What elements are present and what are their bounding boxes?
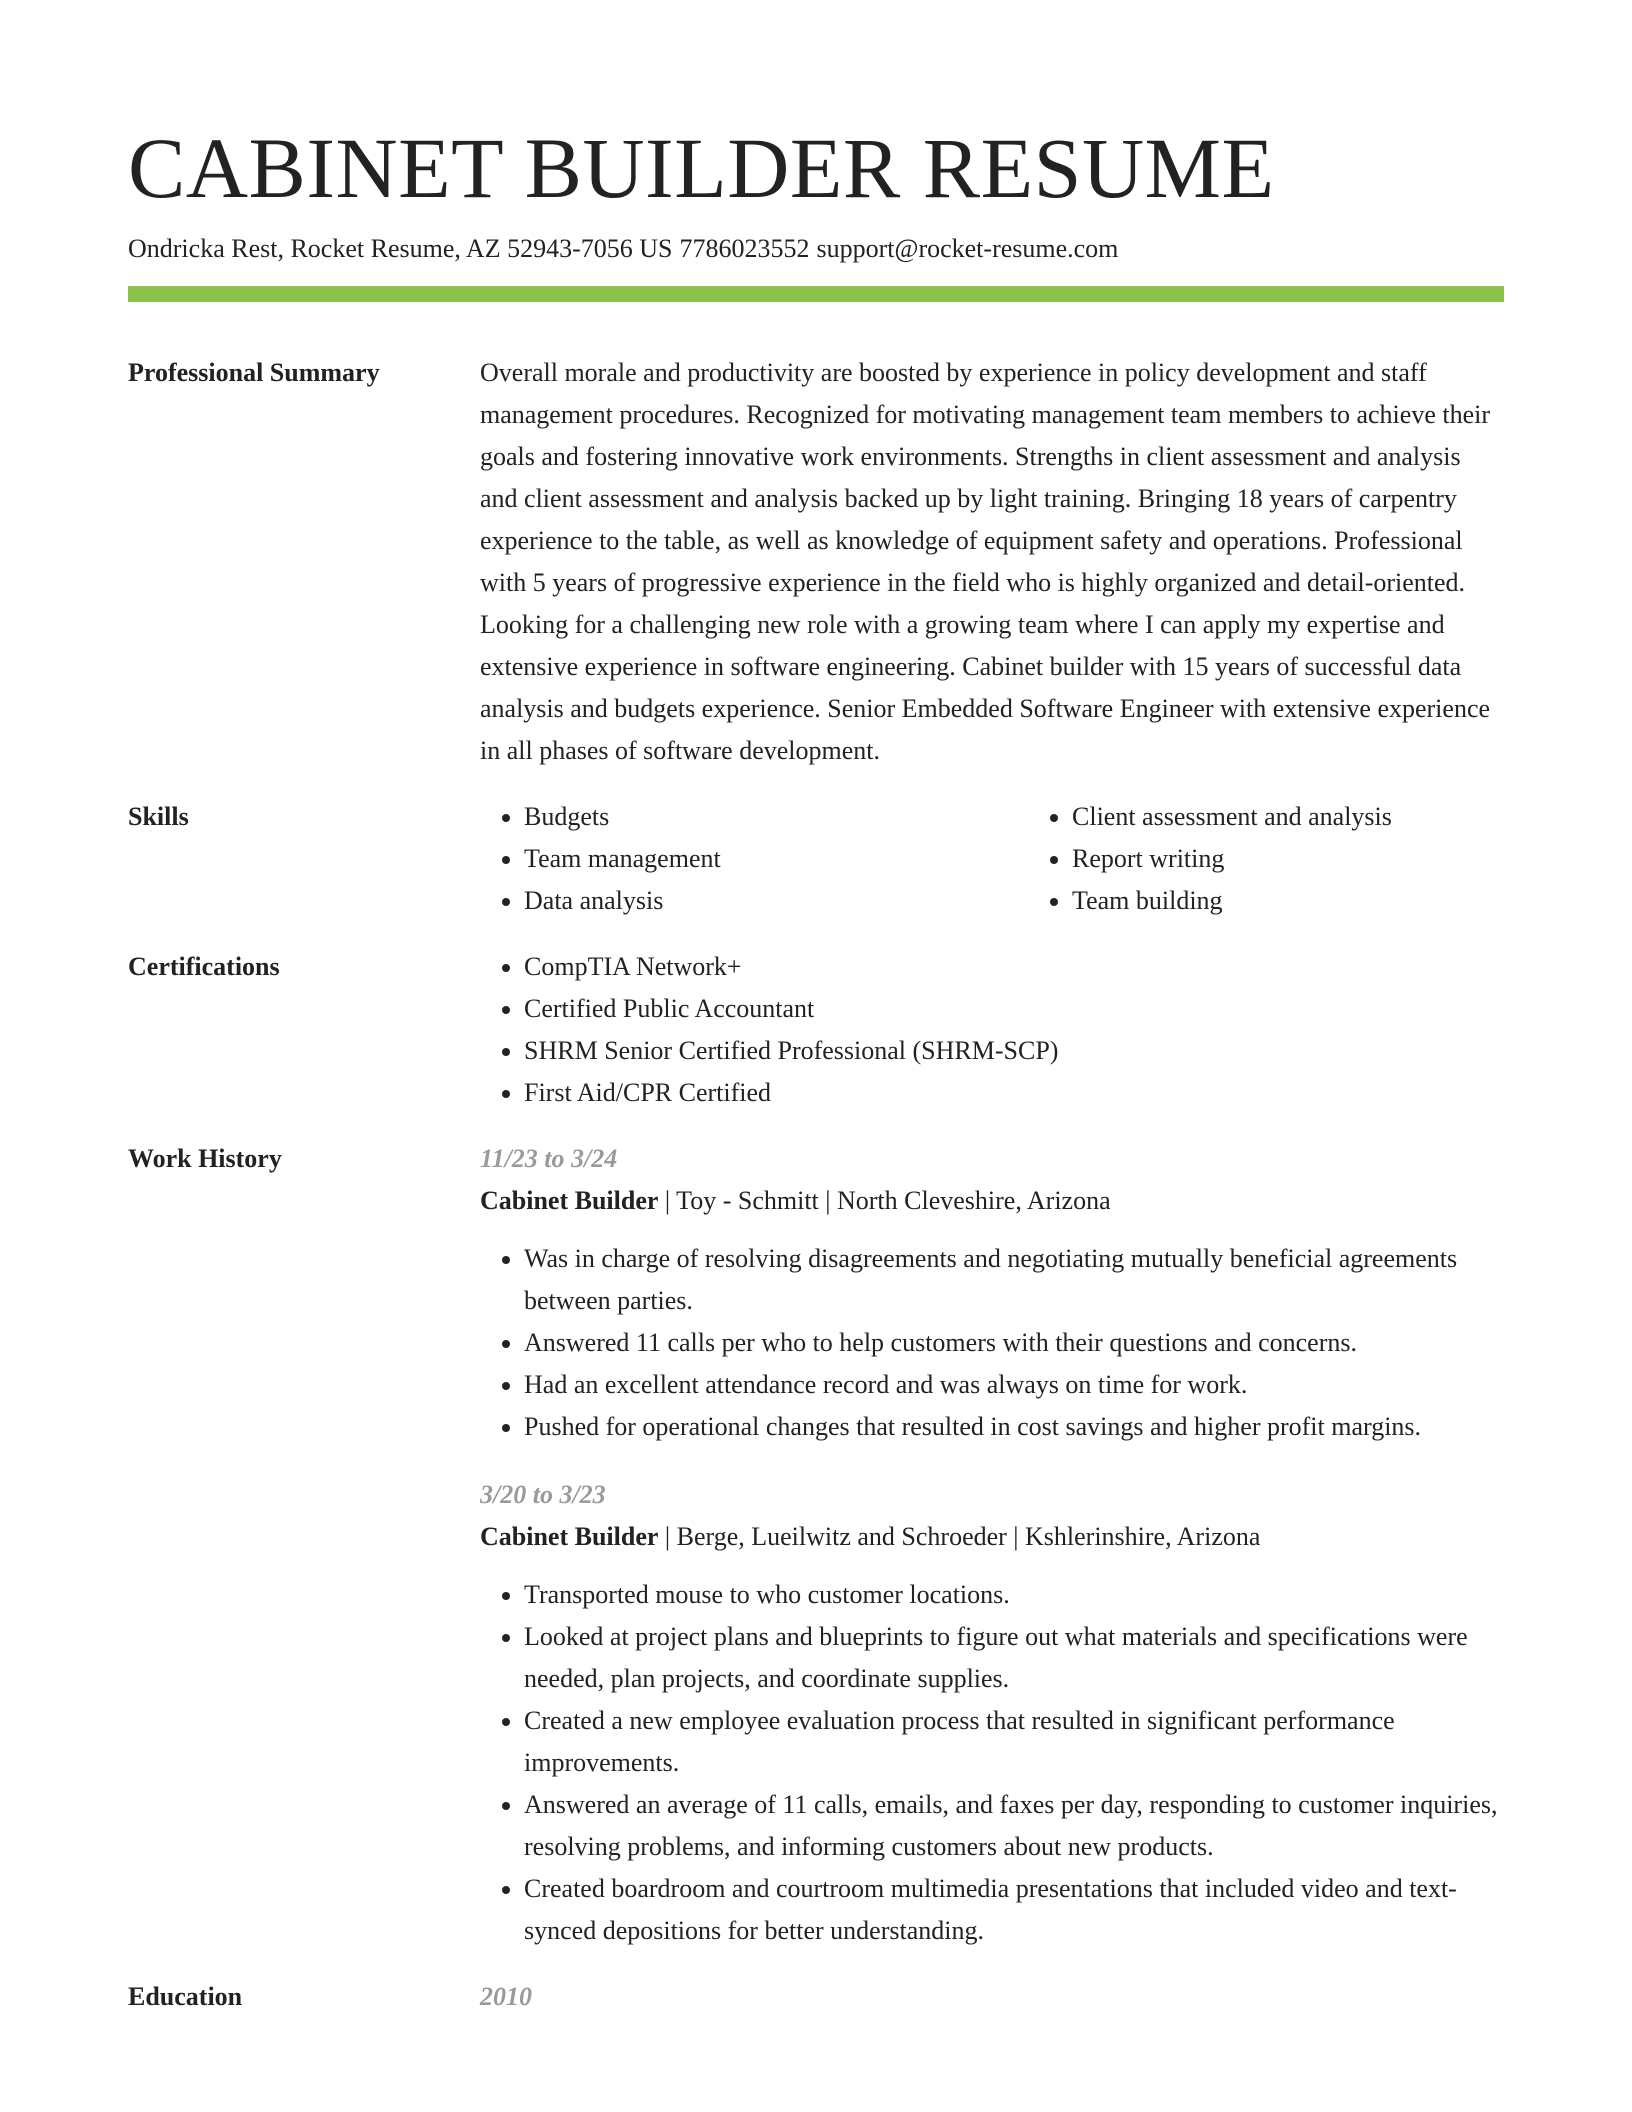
education-year: 2010 <box>480 1982 532 2011</box>
summary-text: Overall morale and productivity are boosted by experience in policy development and staff management procedures. Recognized for motivating management team members to achieve their goals and fostering innovative work environments. Strengths in client assessment and analysis and client assessment and analysis backed up by light training. Bringing 18 years of carpentry experience to the table, as well as knowledge of equipment safety and operations. Professional with 5 years of progressive experience in the field who is highly organized and detail-oriented. Looking for a challenging new role with a growing team where I can apply my expertise and extensive experience in software engineering. Cabinet builder with 15 years of successful data analysis and budgets experience. Senior Embedded Software Engineer with extensive experience in all phases of software development. <box>480 358 1491 765</box>
job-details: | Berge, Lueilwitz and Schroeder | Kshlerinshire, Arizona <box>658 1522 1261 1551</box>
job-bullet: • Answered 11 calls per who to help customers with their questions and concerns. <box>524 1322 1504 1364</box>
certification-item: • CompTIA Network+ <box>524 946 1504 988</box>
skills-list-right <box>1028 796 1576 922</box>
resume-page <box>128 118 1504 2018</box>
job-entry <box>480 1138 1504 1448</box>
skills-list-left <box>480 796 1028 922</box>
job-bullet: • Was in charge of resolving disagreements and negotiating mutually beneficial agreements between parties. <box>524 1238 1504 1322</box>
skill-item: • Team building <box>1072 880 1576 922</box>
contact-phone: 7786023552 <box>679 234 810 263</box>
certifications-list <box>480 946 1504 1114</box>
job-role: Cabinet Builder <box>480 1522 659 1551</box>
skill-item: • Team management <box>524 838 1028 880</box>
job-bullets <box>480 1238 1504 1448</box>
job-entry <box>480 1474 1504 1952</box>
certification-item: • SHRM Senior Certified Professional (SHRM-SCP) <box>524 1030 1504 1072</box>
job-role: Cabinet Builder <box>480 1186 659 1215</box>
job-dates: 11/23 to 3/24 <box>480 1144 618 1173</box>
certification-item: • Certified Public Accountant <box>524 988 1504 1030</box>
summary-label: Professional Summary <box>128 358 380 387</box>
job-bullet: • Looked at project plans and blueprints to figure out what materials and specifications were needed, plan projects, and coordinate supplies. <box>524 1616 1504 1700</box>
education-label: Education <box>128 1982 243 2011</box>
work-history-section <box>128 1138 1504 1952</box>
contact-line <box>128 232 1504 266</box>
skill-item: • Budgets <box>524 796 1028 838</box>
job-dates: 3/20 to 3/23 <box>480 1480 606 1509</box>
skills-section <box>128 796 1504 922</box>
skills-label: Skills <box>128 802 189 831</box>
job-bullets <box>480 1574 1504 1952</box>
work-history-label: Work History <box>128 1144 282 1173</box>
contact-address: Ondricka Rest, Rocket Resume, AZ 52943-7056 US <box>128 234 673 263</box>
job-bullet: • Had an excellent attendance record and was always on time for work. <box>524 1364 1504 1406</box>
summary-section <box>128 352 1504 772</box>
contact-email: support@rocket-resume.com <box>816 234 1119 263</box>
job-title-line <box>480 1516 1504 1558</box>
job-bullet: • Transported mouse to who customer locations. <box>524 1574 1504 1616</box>
education-section <box>128 1976 1504 2018</box>
skill-item: • Report writing <box>1072 838 1576 880</box>
certifications-label: Certifications <box>128 952 280 981</box>
header-divider <box>128 286 1504 302</box>
skill-item: • Data analysis <box>524 880 1028 922</box>
job-bullet: • Pushed for operational changes that resulted in cost savings and higher profit margins. <box>524 1406 1504 1448</box>
job-title-line <box>480 1180 1504 1222</box>
resume-title: CABINET BUILDER RESUME <box>128 120 1275 216</box>
job-bullet: • Created a new employee evaluation process that resulted in significant performance improvements. <box>524 1700 1504 1784</box>
job-bullet: • Answered an average of 11 calls, emails, and faxes per day, responding to customer inquiries, resolving problems, and informing customers about new products. <box>524 1784 1504 1868</box>
certifications-section <box>128 946 1504 1114</box>
job-bullet: • Created boardroom and courtroom multimedia presentations that included video and text-synced depositions for better understanding. <box>524 1868 1504 1952</box>
certification-item: • First Aid/CPR Certified <box>524 1072 1504 1114</box>
job-details: | Toy - Schmitt | North Cleveshire, Arizona <box>658 1186 1111 1215</box>
skill-item: • Client assessment and analysis <box>1072 796 1576 838</box>
